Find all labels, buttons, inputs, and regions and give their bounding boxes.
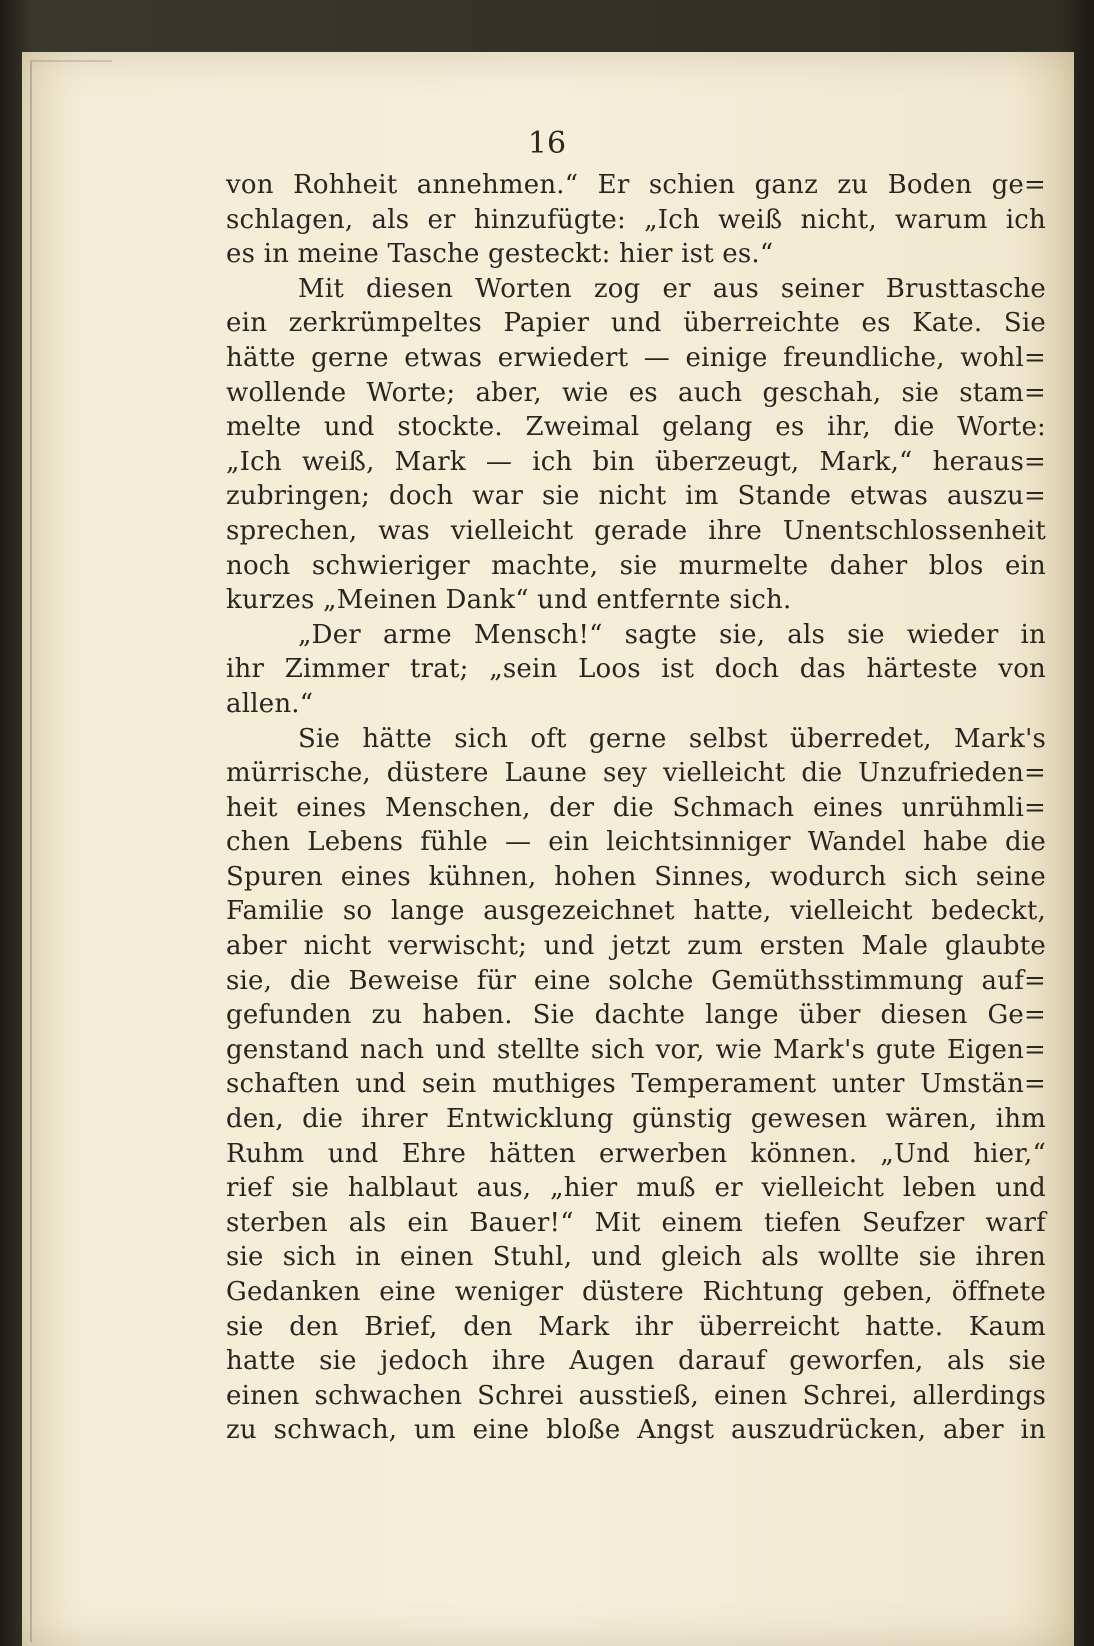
text-line: noch schwieriger machte, sie murmelte daher blos ein [226,550,1046,581]
text-line: sterben als ein Bauer!“ Mit einem tiefen Seufzer warf [226,1207,1046,1238]
text-line: sie, die Beweise für eine solche Gemüthsstimmung auf= [226,965,1046,996]
body-text [226,168,1046,1448]
text-line: „Der arme Mensch!“ sagte sie, als sie wieder in [298,619,1046,650]
text-line: wollende Worte; aber, wie es auch geschah, sie stam= [226,377,1046,408]
text-line: Sie hätte sich oft gerne selbst überredet, Mark's [298,723,1046,754]
text-line: zu schwach, um eine bloße Angst auszudrücken, aber in [226,1415,1046,1446]
page-number: 16 [527,126,567,161]
text-line: gefunden zu haben. Sie dachte lange über diesen Ge= [226,1000,1046,1031]
page-edge-shadow [30,60,112,1642]
text-line: schaften und sein muthiges Temperament unter Umstän= [226,1069,1046,1100]
text-line: Ruhm und Ehre hätten erwerben können. „Und hier,“ [226,1138,1046,1169]
text-line: hätte gerne etwas erwiedert — einige freundliche, wohl= [226,342,1046,373]
text-line: melte und stockte. Zweimal gelang es ihr, die Worte: [226,412,1046,443]
text-line: aber nicht verwischt; und jetzt zum ersten Male glaubte [226,931,1046,962]
text-line: von Rohheit annehmen.“ Er schien ganz zu Boden ge= [226,170,1046,200]
text-line: allen.“ [226,688,314,719]
text-line: chen Lebens fühle — ein leichtsinniger Wandel habe die [226,827,1046,858]
text-line: einen schwachen Schrei ausstieß, einen Schrei, allerdings [226,1380,1046,1411]
text-line: ein zerkrümpeltes Papier und überreichte es Kate. Sie [226,308,1046,339]
text-line: es in meine Tasche gesteckt: hier ist es.“ [226,239,774,270]
text-line: sie den Brief, den Mark ihr überreicht hatte. Kaum [226,1311,1046,1342]
text-line: kurzes „Meinen Dank“ und entfernte sich. [226,585,792,616]
text-line: Gedanken eine weniger düstere Richtung geben, öffnete [226,1277,1046,1307]
text-line: Mit diesen Worten zog er aus seiner Brusttasche [298,273,1046,304]
text-line: Familie so lange ausgezeichnet hatte, vielleicht bedeckt, [226,896,1046,927]
text-line: genstand nach und stellte sich vor, wie Mark's gute Eigen= [226,1034,1046,1065]
text-line: rief sie halblaut aus, „hier muß er vielleicht leben und [226,1173,1046,1204]
text-line: zubringen; doch war sie nicht im Stande etwas auszu= [226,481,1046,512]
text-line: sprechen, was vielleicht gerade ihre Unentschlossenheit [226,515,1046,546]
text-line: den, die ihrer Entwicklung günstig gewesen wären, ihm [226,1104,1046,1135]
text-line: mürrische, düstere Laune sey vielleicht die Unzufrieden= [226,758,1046,789]
text-line: ihr Zimmer trat; „sein Loos ist doch das härteste von [226,654,1046,685]
text-line: Spuren eines kühnen, hohen Sinnes, wodurch sich seine [226,861,1046,892]
text-line: heit eines Menschen, der die Schmach eines unrühmli= [226,792,1046,823]
text-line: hatte sie jedoch ihre Augen darauf geworfen, als sie [226,1346,1046,1377]
text-line: „Ich weiß, Mark — ich bin überzeugt, Mark,“ heraus= [226,446,1046,477]
text-line: sie sich in einen Stuhl, und gleich als wollte sie ihren [226,1242,1046,1273]
text-line: schlagen, als er hinzufügte: „Ich weiß nicht, warum ich [226,204,1046,235]
